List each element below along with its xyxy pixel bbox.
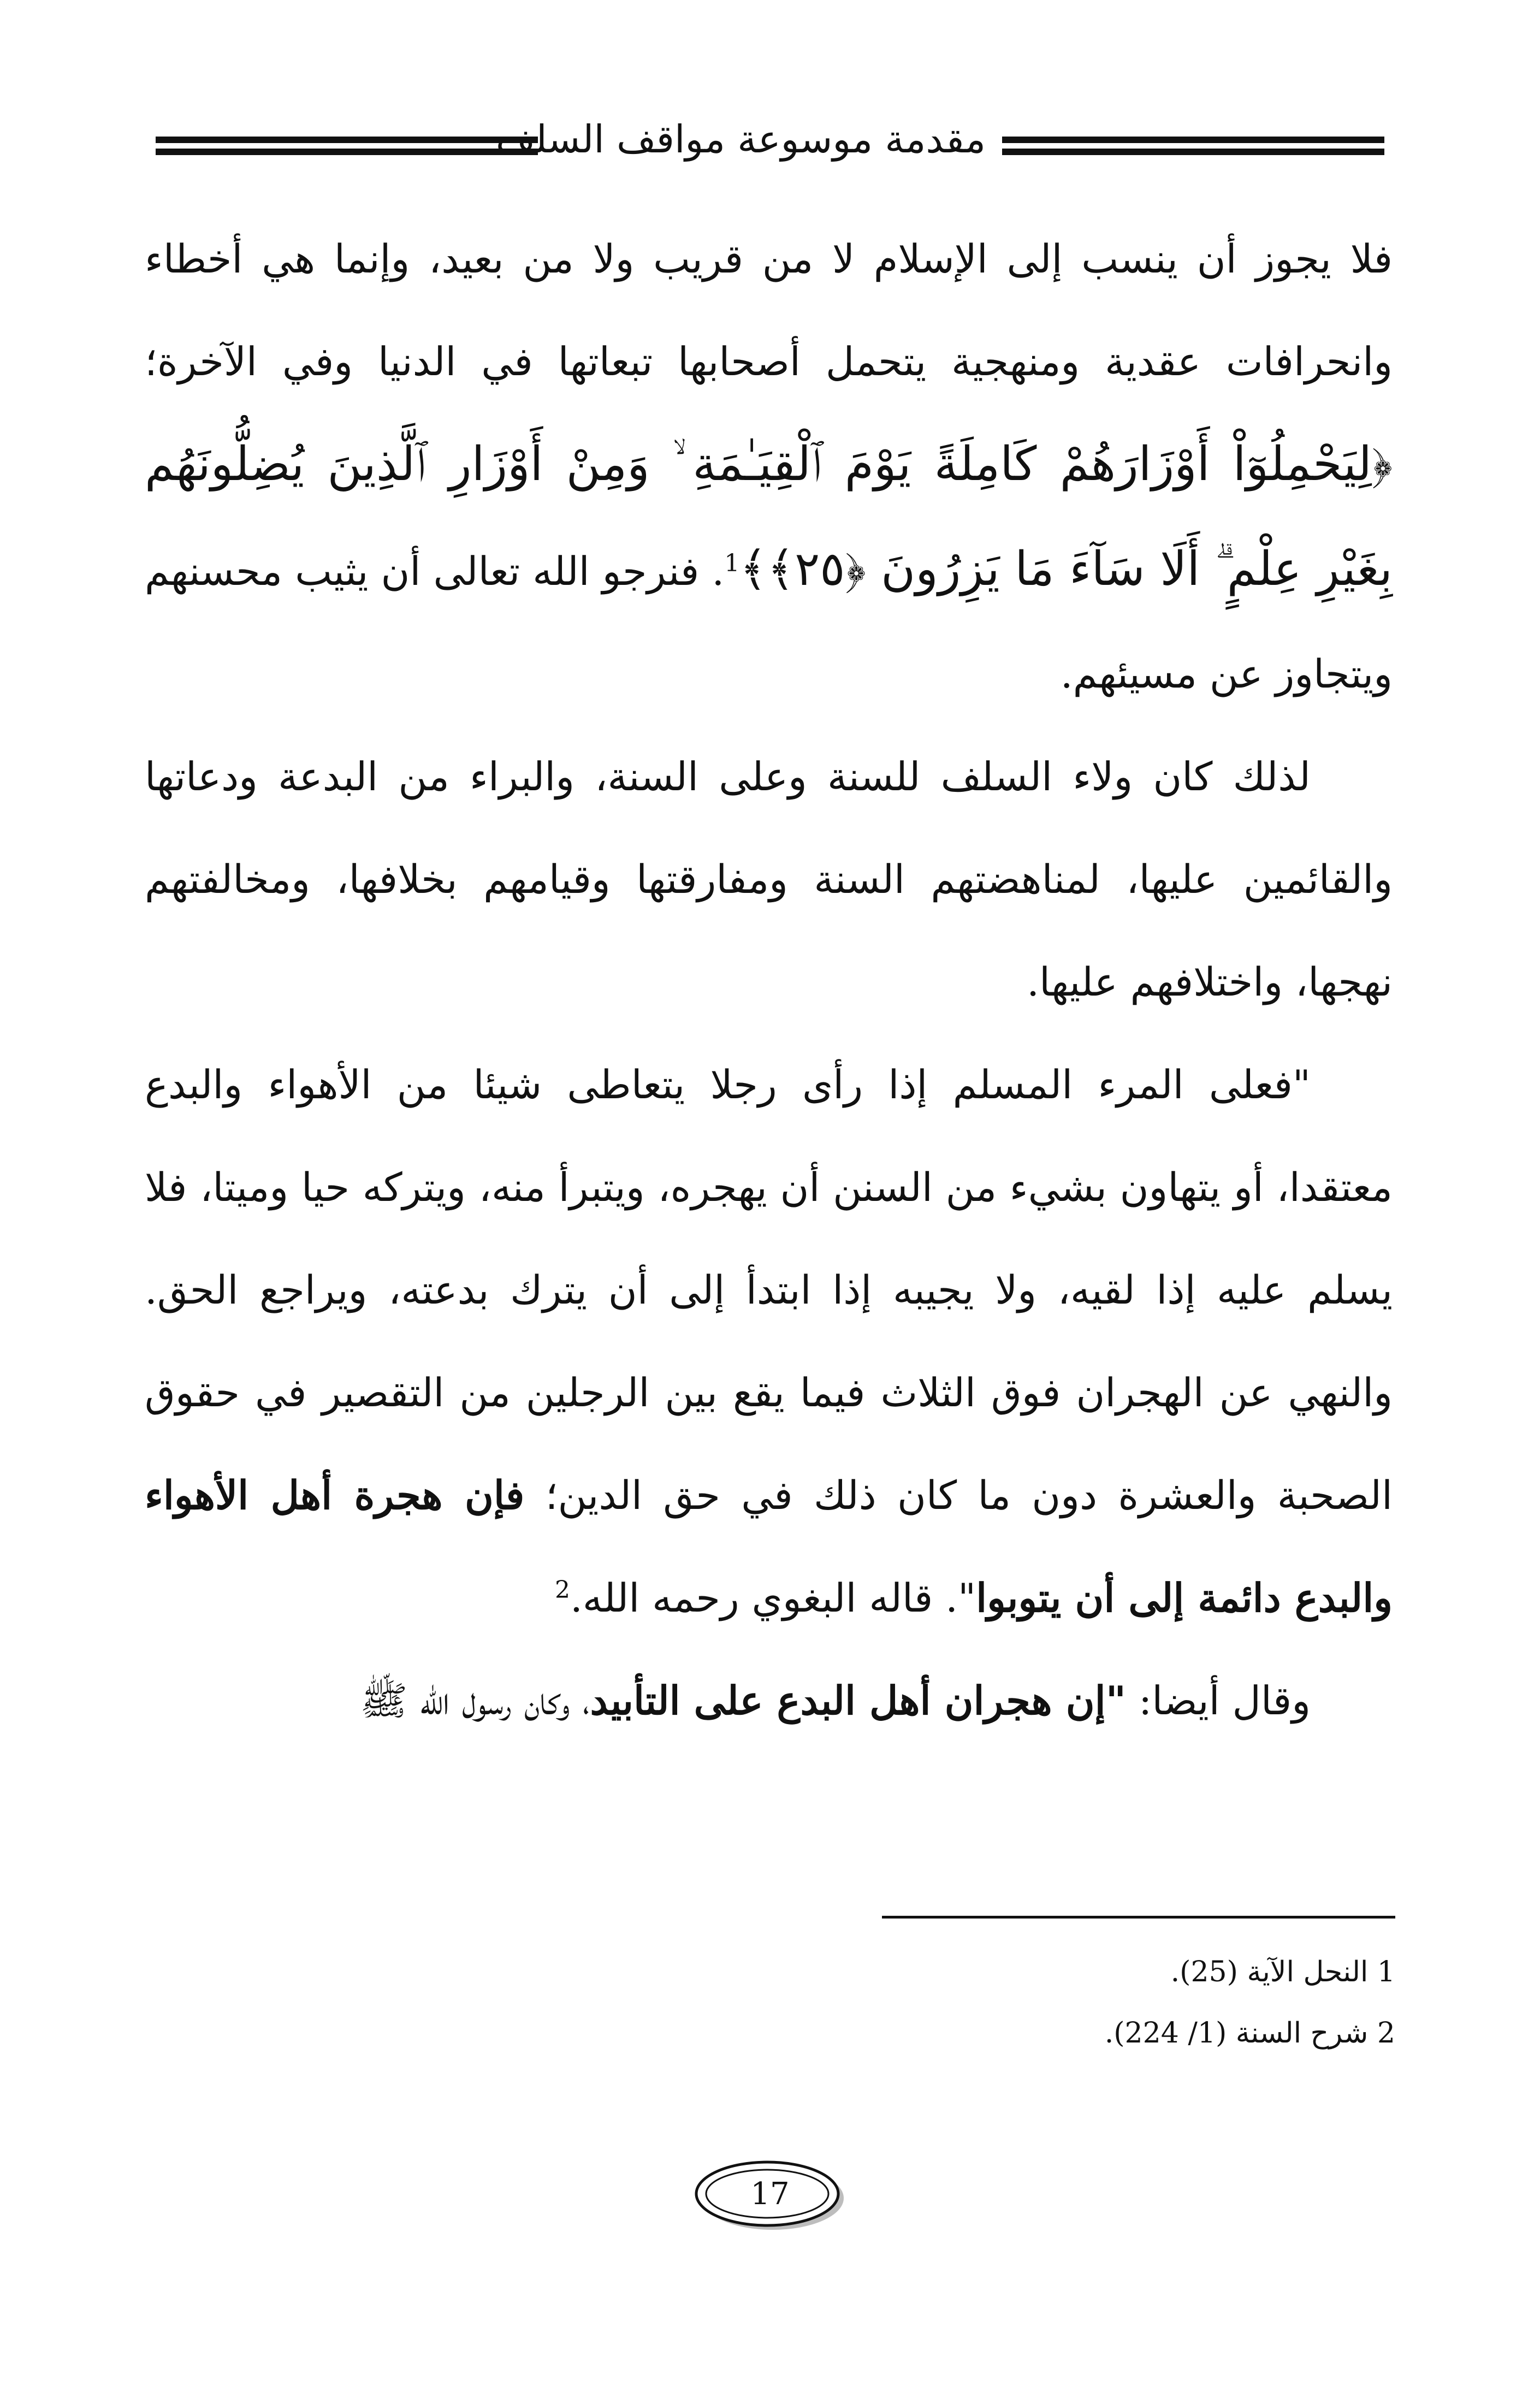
header-rule-right [1002,137,1384,155]
header-title: مقدمة موسوعة مواقف السلف [495,117,986,162]
header-rule-left [156,137,538,155]
paragraph-4-before: وقال أيضا: [1126,1678,1311,1724]
footnote-separator [882,1916,1395,1919]
page-number: 17 [750,2176,790,2212]
footnotes [522,1941,1395,2064]
paragraph-1-outro: . فنرجو الله تعالى أن يثيب محسنهم ويتجاوز عن مسيئهم. [145,548,1393,697]
quran-verse: ﴿لِيَحْمِلُوٓاْ أَوْزَارَهُمْ كَامِلَةً يَوْمَ ٱلْقِيَـٰمَةِ ۙ وَمِنْ أَوْزَارِ ٱلَّذِينَ يُضِلُّونَهُم بِغَيْرِ عِلْمٍ ۗ أَلَا سَآءَ مَا يَزِرُونَ ﴿٢٥﴾﴾ [145,437,1393,596]
paragraph-3-text: "فعلى المرء المسلم إذا رأى رجلا يتعاطى شيئا من الأهواء والبدع معتقدا، أو يتهاون بشيء من السنن أن يهجره، ويتبرأ منه، ويتركه حيا وميتا، فلا يسلم عليه إذا لقيه، ولا يجيبه إذا ابتدأ إلى أن يترك بدعته، ويراجع الحق. والنهي عن الهجران فوق الثلاث فيما يقع بين الرجلين من التقصير في حقوق الصحبة والعشرة دون ما كان ذلك في حق الدين؛ [145,1062,1393,1518]
paragraph-3 [145,1033,1393,1649]
paragraph-3-bold: فإن هجرة أهل الأهواء والبدع دائمة إلى أن يتوبوا [145,1472,1393,1621]
paragraph-4-bold: "إن هجران أهل البدع على التأبيد [590,1677,1127,1724]
page-number-ornament [688,2154,852,2236]
footnote-ref-2[interactable]: 2 [555,1576,570,1604]
paragraph-2: لذلك كان ولاء السلف للسنة وعلى السنة، والبراء من البدعة ودعاتها والقائمين عليها، لمناهضتهم السنة ومفارقتها وقيامهم بخلافها، ومخالفتهم نهجها، واختلافهم عليها. [145,754,1393,1005]
paragraph-1-intro: فلا يجوز أن ينسب إلى الإسلام لا من قريب ولا من بعيد، وإنما هي أخطاء وانحرافات عقدية ومنهجية يتحمل أصحابها تبعاتها في الدنيا وفي الآخرة؛ [145,236,1393,384]
footnote-2: 2 شرح السنة (1/ 224). [1104,2017,1395,2050]
paragraph-3-after: ". قاله البغوي رحمه الله. [570,1575,976,1621]
footnote-ref-1[interactable]: 1 [724,549,740,577]
paragraph-1 [145,208,1393,725]
main-text [145,208,1393,1752]
paragraph-4 [145,1649,1393,1752]
running-header [156,104,1384,169]
footnote-1: 1 النحل الآية (25). [1170,1956,1395,1988]
paragraph-4-after: ، وكان رسول الله ﷺ [360,1678,590,1724]
